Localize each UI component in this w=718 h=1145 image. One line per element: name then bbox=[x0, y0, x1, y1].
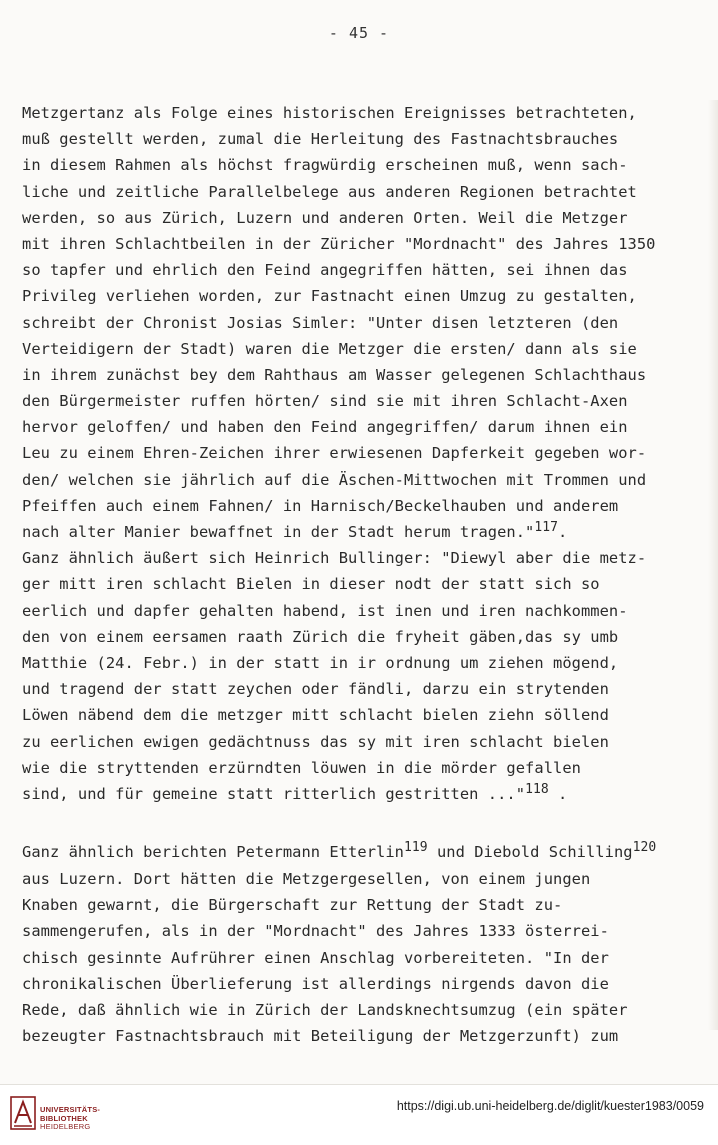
text-line: Verteidigern der Stadt) waren die Metzger die ersten/ dann als sie bbox=[22, 339, 637, 358]
footer-bar bbox=[0, 1084, 718, 1145]
text-line: zu eerlichen ewigen gedächtnuss das sy mit iren schlacht bielen bbox=[22, 732, 609, 751]
text-line: Matthie (24. Febr.) in der statt in ir ordnung um ziehen mögend, bbox=[22, 653, 619, 672]
text-line: mit ihren Schlachtbeilen in der Züricher "Mordnacht" des Jahres 1350 bbox=[22, 234, 656, 253]
permalink-url[interactable]: https://digi.ub.uni-heidelberg.de/diglit/kuester1983/0059 bbox=[396, 1099, 704, 1113]
text-line: Privileg verliehen worden, zur Fastnacht einen Umzug zu gestalten, bbox=[22, 287, 637, 306]
text-segment: Ganz ähnlich berichten Petermann Etterlin bbox=[22, 843, 404, 862]
text-line: muß gestellt werden, zumal die Herleitung des Fastnachtsbrauches bbox=[22, 130, 619, 149]
text-line: sammengerufen, als in der "Mordnacht" des Jahres 1333 österrei- bbox=[22, 922, 609, 941]
library-name-line: HEIDELBERG bbox=[40, 1122, 91, 1131]
text-line: eerlich und dapfer gehalten habend, ist inen und iren nachkommen- bbox=[22, 601, 628, 620]
text-line: Leu zu einem Ehren-Zeichen ihrer erwiesenen Dapferkeit gegeben wor- bbox=[22, 444, 647, 463]
text-line: hervor geloffen/ und haben den Feind angegriffen/ darum ihnen ein bbox=[22, 418, 628, 437]
text-segment: nach alter Manier bewaffnet in der Stadt herum tragen." bbox=[22, 523, 535, 541]
footnote-ref-119: 119 bbox=[403, 840, 428, 856]
text-line: Löwen näbend dem die metzger mitt schlacht bielen ziehn söllend bbox=[22, 706, 609, 725]
library-logo-icon bbox=[10, 1096, 36, 1130]
text-line: aus Luzern. Dort hätten die Metzgergesellen, von einem jungen bbox=[22, 870, 591, 889]
text-line: schreibt der Chronist Josias Simler: "Unter disen letzteren (den bbox=[22, 313, 619, 332]
text-line: so tapfer und ehrlich den Feind angegriffen hätten, sei ihnen das bbox=[22, 261, 628, 280]
text-line bbox=[22, 519, 622, 545]
text-line: chisch gesinnte Aufrührer einen Anschlag vorbereiteten. "In der bbox=[22, 948, 609, 967]
text-line bbox=[22, 834, 657, 866]
text-line: werden, so aus Zürich, Luzern und anderen Orten. Weil die Metzger bbox=[22, 208, 628, 227]
text-line: Knaben gewarnt, die Bürgerschaft zur Rettung der Stadt zu- bbox=[22, 896, 563, 915]
text-line: bezeugter Fastnachtsbrauch mit Beteiligung der Metzgerzunft) zum bbox=[22, 1027, 619, 1046]
punctuation: . bbox=[558, 523, 568, 541]
text-line: den/ welchen sie jährlich auf die Äschen-Mittwochen mit Trommen und bbox=[22, 470, 647, 489]
footnote-ref-118: 118 bbox=[525, 781, 549, 797]
text-line: den von einem eersamen raath Zürich die fryheit gäben,das sy umb bbox=[22, 627, 619, 646]
text-line: chronikalischen Überlieferung ist allerdings nirgends davon die bbox=[22, 974, 609, 993]
text-line: und tragend der statt zeychen oder fändli, darzu ein strytenden bbox=[22, 680, 609, 699]
text-line: ger mitt iren schlacht Bielen in dieser nodt der statt sich so bbox=[22, 575, 600, 594]
punctuation: . bbox=[558, 784, 568, 803]
text-line: in diesem Rahmen als höchst fragwürdig erscheinen muß, wenn sach- bbox=[22, 156, 628, 175]
text-segment: sind, und für gemeine statt ritterlich gestritten ..." bbox=[22, 784, 526, 803]
text-line bbox=[22, 781, 622, 807]
facing-page-edge bbox=[708, 100, 718, 1030]
library-name-line: BIBLIOTHEK bbox=[40, 1113, 88, 1123]
text-line: Rede, daß ähnlich wie in Zürich der Landsknechtsumzug (ein später bbox=[22, 1001, 628, 1019]
text-line: in ihrem zunächst bey dem Rahthaus am Wasser gelegenen Schlachthaus bbox=[22, 365, 647, 384]
text-line: wie die stryttenden erzürndten löuwen in die mörder gefallen bbox=[22, 758, 581, 777]
text-line: Ganz ähnlich äußert sich Heinrich Bullinger: "Diewyl aber die metz- bbox=[22, 549, 647, 568]
text-line: Pfeiffen auch einem Fahnen/ in Harnisch/Beckelhauben und anderem bbox=[22, 496, 619, 515]
footnote-ref-117: 117 bbox=[534, 520, 559, 535]
library-name-line: UNIVERSITÄTS- bbox=[40, 1105, 101, 1114]
text-line: liche und zeitliche Parallelbelege aus anderen Regionen betrachtet bbox=[22, 182, 637, 201]
text-line: Metzgertanz als Folge eines historischen Ereignisses betrachteten, bbox=[22, 104, 637, 122]
library-name bbox=[40, 1106, 100, 1132]
body-text bbox=[22, 100, 657, 1049]
paragraph-gap bbox=[22, 807, 622, 834]
text-segment: und Diebold Schilling bbox=[436, 843, 633, 862]
footnote-ref-120: 120 bbox=[632, 840, 657, 856]
text-line: den Bürgermeister ruffen hörten/ sind sie mit ihren Schlacht-Axen bbox=[22, 392, 628, 411]
page-number: - 45 - bbox=[328, 24, 390, 42]
